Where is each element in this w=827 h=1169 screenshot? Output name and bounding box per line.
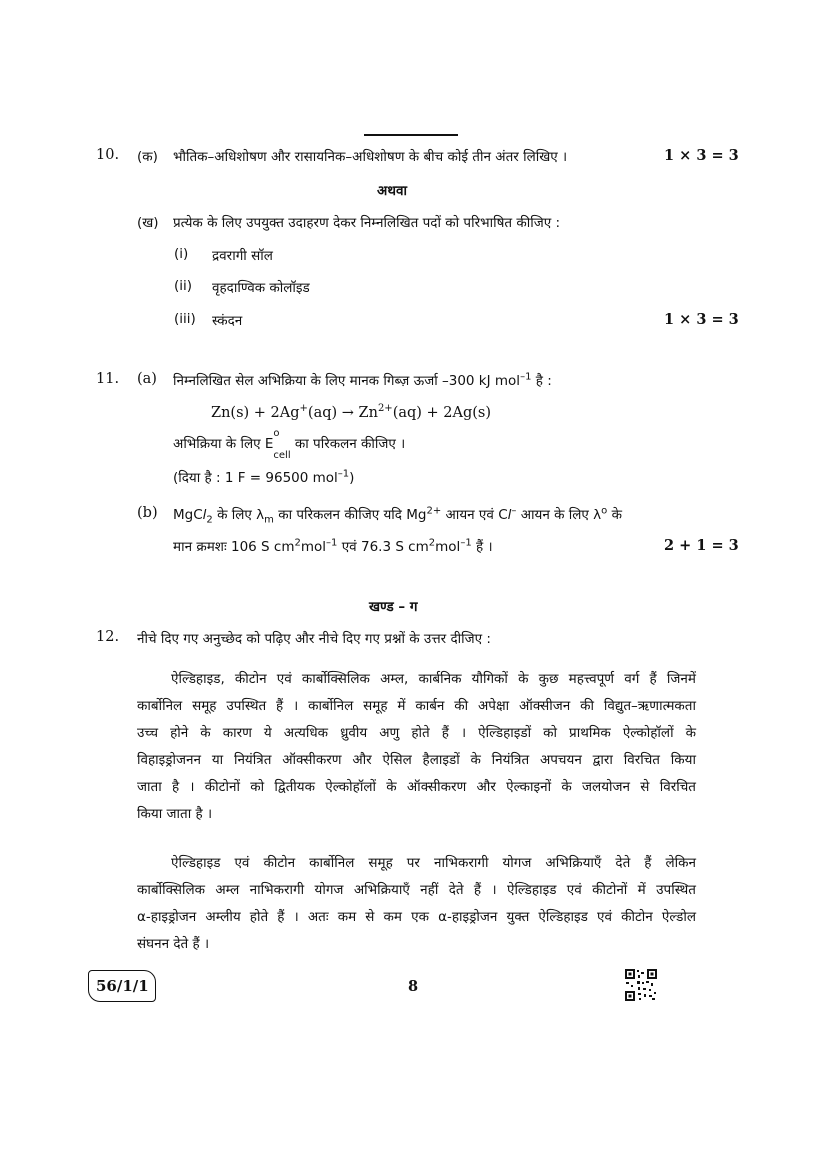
- q11-a-label: (a): [137, 371, 157, 387]
- para2-line-4: संघनन देते हैं ।: [137, 936, 210, 952]
- q11-a-text-main: निम्नलिखित सेल अभिक्रिया के लिए मानक गिब्ज़ ऊर्जा –300 kJ mol: [173, 373, 521, 389]
- line3-sup: o: [273, 428, 280, 439]
- eq-part-3: (aq) + 2Ag(s): [392, 404, 492, 421]
- q10-item-3-label: (iii): [174, 311, 196, 327]
- b2-p5: हैं ।: [471, 539, 493, 555]
- q10-a-label: (क): [137, 149, 158, 165]
- para1-line-5: जाता है । कीटोनों को द्वितीयक ऐल्कोहॉलों के ऑक्सीकरण और ऐल्काइनों के जलयोजन से विरचित: [137, 779, 696, 795]
- b1-p1: MgC: [173, 507, 203, 523]
- b2-p3: एवं 76.3 S cm: [337, 539, 429, 555]
- eq-part-2: (aq) → Zn: [307, 404, 378, 421]
- b1-p6: के: [607, 507, 622, 523]
- b2-p1: मान क्रमशः 106 S cm: [173, 539, 295, 555]
- b2-sup3: 2: [428, 537, 436, 549]
- q12-intro: नीचे दिए गए अनुच्छेद को पढ़िए और नीचे दिए गए प्रश्नों के उत्तर दीजिए :: [137, 631, 491, 647]
- q12-number: 12.: [96, 629, 120, 645]
- para2-line-3: α-हाइड्रोजन अम्लीय होते हैं । अतः कम से कम एक α-हाइड्रोजन युक्त ऐल्डिहाइड एवं कीटोन ऐल्डोल: [137, 909, 696, 925]
- q11-b-marks: 2 + 1 = 3: [664, 537, 739, 554]
- q11-number: 11.: [96, 371, 120, 387]
- b2-p2: mol: [300, 539, 327, 555]
- q11-a-text: [173, 371, 552, 389]
- q10-or: अथवा: [377, 183, 407, 199]
- b1-l2: l: [507, 507, 512, 523]
- q10-item-3-text: स्कंदन: [212, 313, 243, 329]
- given-sup: –1: [337, 468, 350, 480]
- b1-sup3: o: [601, 505, 608, 517]
- q11-b-label: (b): [137, 505, 158, 521]
- eq-sup-1: +: [299, 403, 308, 414]
- q12-paragraph-2: [137, 850, 696, 958]
- q10-b-text: प्रत्येक के लिए उपयुक्त उदाहरण देकर निम्नलिखित पदों को परिभाषित कीजिए :: [173, 215, 561, 231]
- line3-sub: cell: [273, 449, 291, 461]
- b1-l: l: [202, 507, 207, 523]
- para1-line-4: विहाइड्रोजनन या नियंत्रित ऑक्सीकरण और ऐसिल हैलाइडों के नियंत्रित अपचयन द्वारा विरचित किया: [137, 752, 696, 768]
- q11-a-line3: [173, 428, 406, 461]
- q11-a-text-end: है :: [531, 373, 552, 389]
- section-title: खण्ड – ग: [369, 599, 418, 615]
- para1-line-2: कार्बोनिल समूह उपस्थित हैं । कार्बोनिल समूह में कार्बन की अपेक्षा ऑक्सीजन की विद्युत–ऋणात्मकता: [137, 698, 696, 714]
- page-number: 8: [408, 978, 419, 995]
- eq-sup-2: 2+: [377, 403, 393, 414]
- q11-b-line1: [173, 505, 622, 526]
- given-part-1: (दिया है : 1 F = 96500 mol: [173, 470, 338, 486]
- b1-sup2: –: [511, 505, 517, 517]
- b1-p4: आयन एवं C: [441, 507, 508, 523]
- b2-sup1: 2: [294, 537, 301, 549]
- b1-sup1: 2+: [426, 505, 442, 517]
- line3-part-2: का परिकलन कीजिए ।: [290, 436, 406, 452]
- q10-a-text: भौतिक–अधिशोषण और रासायनिक–अधिशोषण के बीच कोई तीन अंतर लिखिए ।: [173, 149, 568, 165]
- q10-item-2-label: (ii): [174, 278, 193, 294]
- b2-sup4: –1: [460, 537, 472, 549]
- b1-subm: m: [264, 514, 274, 526]
- para1-line-6: किया जाता है ।: [137, 806, 213, 822]
- para2-line-1: ऐल्डिहाइड एवं कीटोन कार्बोनिल समूह पर नाभिकरागी योगज अभिक्रियाएँ देते हैं लेकिन: [171, 855, 696, 871]
- q10-number: 10.: [96, 147, 120, 163]
- q10-b-marks: 1 × 3 = 3: [664, 311, 739, 328]
- para1-line-3: उच्च होने के कारण ये अत्यधिक ध्रुवीय अणु होते हैं । ऐल्डिहाइडों को प्राथमिक ऐल्कोहॉलों के: [137, 725, 696, 741]
- paper-code-box: [88, 970, 156, 1002]
- b1-p3: का परिकलन कीजिए यदि Mg: [273, 507, 427, 523]
- given-part-2: ): [349, 470, 355, 486]
- para1-line-1: ऐल्डिहाइड, कीटोन एवं कार्बोक्सिलिक अम्ल, कार्बनिक यौगिकों के कुछ महत्त्वपूर्ण वर्ग हैं जिनमें: [171, 671, 696, 687]
- q11-b-line2: [173, 537, 493, 555]
- q10-item-2-text: वृहदाण्विक कोलॉइड: [212, 280, 310, 296]
- q12-paragraph-1: [137, 666, 696, 828]
- top-rule: [364, 134, 458, 136]
- q11-a-sup: –1: [520, 371, 532, 383]
- b2-sup2: –1: [326, 537, 338, 549]
- q10-a-marks: 1 × 3 = 3: [664, 147, 739, 164]
- q10-item-1-label: (i): [174, 246, 189, 262]
- qr-code-icon: [624, 968, 658, 1002]
- b1-p5: आयन के लिए λ: [516, 507, 602, 523]
- q11-equation: [211, 403, 491, 421]
- eq-part-1: Zn(s) + 2Ag: [211, 404, 300, 421]
- b2-p4: mol: [435, 539, 461, 555]
- q10-b-label: (ख): [137, 215, 159, 231]
- line3-part-1: अभिक्रिया के लिए E: [173, 436, 274, 452]
- paper-code: 56/1/1: [96, 977, 149, 995]
- b1-sub2: 2: [206, 514, 213, 526]
- q11-given: [173, 468, 354, 486]
- q10-item-1-text: द्रवरागी सॉल: [212, 248, 273, 264]
- para2-line-2: कार्बोक्सिलिक अम्ल नाभिकरागी योगज अभिक्रियाएँ नहीं देते हैं । ऐल्डिहाइड एवं कीटोनों में उपस्थित: [137, 882, 696, 898]
- b1-p2: के लिए λ: [212, 507, 265, 523]
